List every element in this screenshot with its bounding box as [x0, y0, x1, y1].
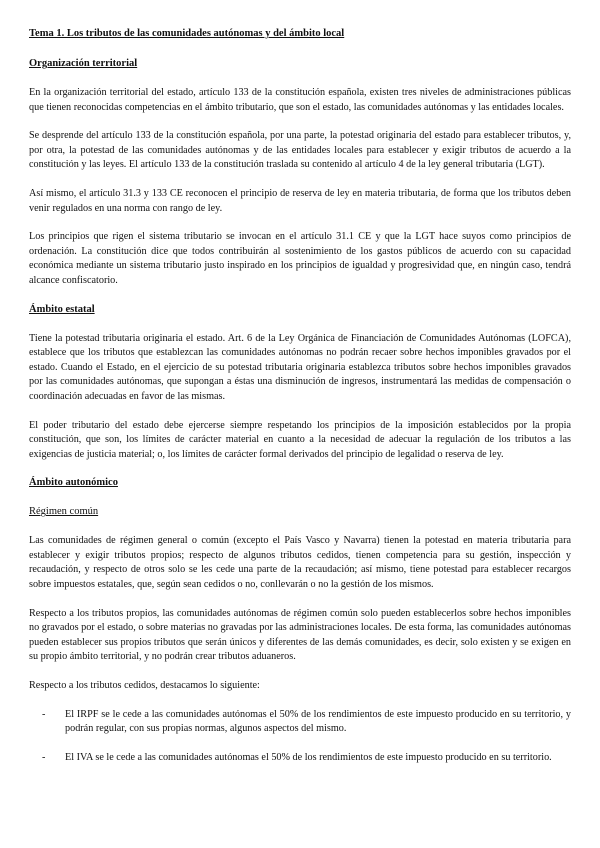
section-organizacion-territorial — [29, 57, 571, 289]
list-item — [29, 708, 571, 737]
bullet-list — [29, 708, 571, 766]
list-item — [29, 751, 571, 766]
dash-bullet: - — [42, 751, 46, 763]
section-ambito-autonomico — [29, 476, 571, 765]
paragraph: El poder tributario del estado debe ejercerse siempre respetando los principios de la imposición establecidos por la propia constitución, que son, los límites de carácter material en cuanto a la necesidad de adecuar la regulación de los tributos a las exigencias de justicia material; o, los límites de carácter formal derivados del principio de legalidad o reserva de ley. — [29, 419, 571, 460]
paragraph: Los principios que rigen el sistema tributario se invocan en el artículo 31.1 CE y que la LGT hace suyos como principios de ordenación. La constitución dice que todos contribuirán al sostenimiento de los gastos públicos de acuerdo con su capacidad económica mediante un sistema tributario justo inspirado en los principios de igualdad y progresividad que, en ningún caso, tendrá alcance confiscatorio. — [29, 231, 571, 286]
section-heading: Ámbito autonómico — [29, 477, 118, 489]
paragraph: Respecto a los tributos propios, las comunidades autónomas de régimen común solo pueden establecerlos sobre hechos imponibles no gravados por el estado, o sobre materias no gravadas por las administraciones locales. De esta forma, las comunidades autónomas pueden establecer sus propios tributos que serán únicos y diferentes de las demás comunidades, es decir, solo existen y se exigen en su propio ámbito territorial, y no podrán crear tributos aduaneros. — [29, 607, 571, 663]
paragraph: Se desprende del artículo 133 de la constitución española, por una parte, la potestad originaria del estado para establecer tributos, y, por otra, la potestad de las comunidades autónomas y de las entidades locales para establecer y exigir tributos de acuerdo a la constitución y las leyes. El artículo 133 de la constitución traslada su contenido al artículo 4 de la ley general tributaria (LGT). — [29, 130, 571, 171]
dash-bullet: - — [42, 708, 46, 720]
paragraph: Las comunidades de régimen general o común (excepto el País Vasco y Navarra) tienen la potestad en materia tributaria para establecer y exigir tributos propios; respecto de algunos tributos cedidos, tienen competencia para su gestión, inspección y recaudación, y respecto de otros solo se les cede una parte de la recaudación; así mismo, tiene potestad para establecer recargos sobre impuestos estatales, que, según sean cedidos o no, conllevarán o no la gestión de los mismos. — [29, 535, 571, 591]
paragraph: Así mismo, el artículo 31.3 y 133 CE reconocen el principio de reserva de ley en materia tributaria, de forma que los tributos deben venir regulados en una norma con rango de ley. — [29, 187, 571, 214]
section-heading: Organización territorial — [29, 58, 138, 69]
paragraph: Respecto a los tributos cedidos, destacamos lo siguiente: — [29, 680, 260, 692]
list-item-text: El IVA se le cede a las comunidades autónomas el 50% de los rendimientos de este impuesto producido en su territorio. — [65, 751, 552, 763]
paragraph: Tiene la potestad tributaria originaria el estado. Art. 6 de la Ley Orgánica de Financiación de Comunidades Autónomas (LOFCA), establece que los tributos que establezcan las comunidades autónomas no podrán recaer sobre hechos imponibles gravados por el estado. Cuando el Estado, en el ejercicio de su potestad tributaria originaria establezca tributos sobre hechos imponibles gravados por las comunidades autónomas, que supongan a éstas una disminución de ingresos, instrumentará las medidas de compensación o coordinación adecuadas en favor de las mismas. — [29, 332, 571, 402]
list-item-text: El IRPF se le cede a las comunidades autónomas el 50% de los rendimientos de este impuesto producido en su territorio, y podrán regular, con sus propias normas, algunos aspectos del mismo. — [65, 708, 571, 735]
paragraph: En la organización territorial del estado, artículo 133 de la constitución española, existen tres niveles de administraciones públicas que tienen reconocidas competencias en el ámbito tributario, que son el estado, las comunidades autónomas y las entidades locales. — [29, 87, 571, 113]
document-title: Tema 1. Los tributos de las comunidades autónomas y del ámbito local — [29, 28, 345, 39]
section-ambito-estatal — [29, 303, 571, 463]
section-heading: Ámbito estatal — [29, 303, 95, 315]
section-subheading: Régimen común — [29, 506, 99, 518]
